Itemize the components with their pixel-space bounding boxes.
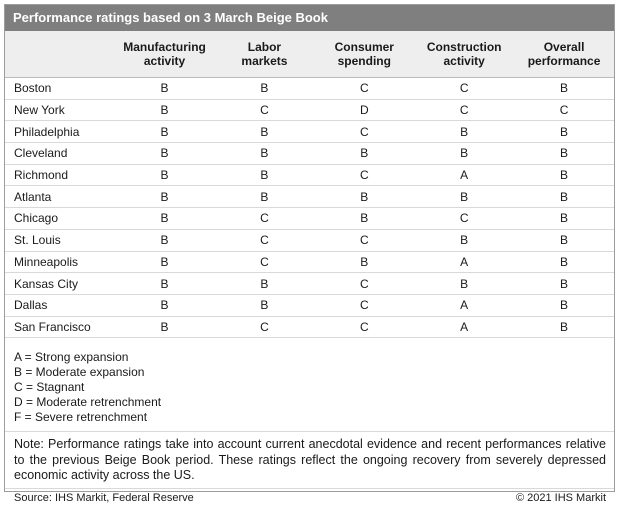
rating-cell: C	[314, 273, 414, 295]
rating-cell: A	[414, 294, 514, 316]
column-header-labor-markets	[214, 31, 314, 78]
rating-cell: B	[414, 273, 514, 295]
legend-item-b: B = Moderate expansion	[14, 365, 145, 380]
rating-cell: B	[414, 143, 514, 165]
district-label: Richmond	[5, 164, 115, 186]
rating-cell: B	[314, 186, 414, 208]
district-label: Minneapolis	[5, 251, 115, 273]
rating-cell: C	[314, 78, 414, 100]
table-row	[5, 186, 614, 208]
rating-cell: B	[314, 251, 414, 273]
rating-cell: C	[214, 99, 314, 121]
rating-cell: B	[115, 208, 215, 230]
district-label: St. Louis	[5, 229, 115, 251]
rating-cell: B	[115, 316, 215, 338]
column-header-line: Labor	[247, 40, 282, 54]
rating-cell: B	[214, 273, 314, 295]
column-header-overall-performance	[514, 31, 614, 78]
table-row	[5, 294, 614, 316]
table-header-row	[5, 31, 614, 78]
note-text: Note: Performance ratings take into account current anecdotal evidence and recent performances relative to the previous Beige Book period. These ratings reflect the ongoing recovery from severely depressed economic activity across the US.	[14, 437, 606, 483]
rating-cell: B	[514, 186, 614, 208]
copyright-text: © 2021 IHS Markit	[515, 491, 606, 504]
legend-item-d: D = Moderate retrenchment	[14, 395, 162, 410]
source-bar	[5, 489, 614, 508]
rating-cell: D	[314, 99, 414, 121]
column-header-construction-activity	[414, 31, 514, 78]
rating-cell: C	[214, 251, 314, 273]
rating-cell: B	[115, 251, 215, 273]
rating-cell: C	[314, 294, 414, 316]
column-header-line: spending	[337, 54, 391, 68]
rating-cell: B	[115, 164, 215, 186]
legend-item-c: C = Stagnant	[14, 380, 85, 395]
rating-cell: B	[214, 164, 314, 186]
rating-cell: C	[414, 208, 514, 230]
legend-item-f: F = Severe retrenchment	[14, 410, 148, 425]
table-row	[5, 78, 614, 100]
rating-cell: B	[414, 186, 514, 208]
table-row	[5, 273, 614, 295]
rating-cell: C	[314, 164, 414, 186]
rating-cell: B	[514, 294, 614, 316]
rating-cell: B	[514, 316, 614, 338]
rating-cell: B	[214, 121, 314, 143]
table-row	[5, 251, 614, 273]
table-row	[5, 316, 614, 338]
district-column-header	[5, 31, 115, 78]
rating-cell: C	[314, 316, 414, 338]
ratings-table	[5, 31, 614, 338]
district-label: Chicago	[5, 208, 115, 230]
rating-cell: C	[214, 208, 314, 230]
rating-cell: A	[414, 164, 514, 186]
rating-cell: B	[214, 294, 314, 316]
column-header-line: activity	[443, 54, 485, 68]
column-header-consumer-spending	[314, 31, 414, 78]
rating-cell: B	[214, 186, 314, 208]
table-row	[5, 121, 614, 143]
district-label: Boston	[5, 78, 115, 100]
rating-cell: B	[115, 143, 215, 165]
column-header-line: performance	[527, 54, 601, 68]
rating-cell: C	[214, 316, 314, 338]
rating-cell: C	[514, 99, 614, 121]
rating-cell: A	[414, 251, 514, 273]
rating-cell: B	[514, 143, 614, 165]
district-label: New York	[5, 99, 115, 121]
rating-cell: C	[414, 99, 514, 121]
rating-cell: C	[314, 229, 414, 251]
rating-cell: B	[314, 143, 414, 165]
rating-cell: B	[414, 121, 514, 143]
rating-cell: B	[115, 229, 215, 251]
rating-cell: B	[115, 99, 215, 121]
rating-cell: B	[514, 121, 614, 143]
column-header-line: activity	[143, 54, 186, 68]
rating-cell: B	[214, 78, 314, 100]
rating-legend	[5, 338, 614, 431]
rating-cell: B	[115, 294, 215, 316]
rating-cell: B	[214, 143, 314, 165]
rating-cell: B	[414, 229, 514, 251]
report-card	[4, 4, 615, 504]
table-row	[5, 143, 614, 165]
rating-cell: B	[514, 229, 614, 251]
table-row	[5, 208, 614, 230]
district-label: Dallas	[5, 294, 115, 316]
rating-cell: B	[314, 208, 414, 230]
source-text: Source: IHS Markit, Federal Reserve	[14, 491, 194, 504]
rating-cell: C	[414, 78, 514, 100]
rating-cell: A	[414, 316, 514, 338]
district-label: Kansas City	[5, 273, 115, 295]
report-title: Performance ratings based on 3 March Beige Book	[5, 5, 614, 31]
column-header-manufacturing-activity	[115, 31, 215, 78]
rating-cell: B	[514, 78, 614, 100]
legend-item-a: A = Strong expansion	[14, 350, 129, 365]
rating-cell: C	[214, 229, 314, 251]
rating-cell: B	[514, 208, 614, 230]
table-row	[5, 99, 614, 121]
district-label: Atlanta	[5, 186, 115, 208]
rating-cell: B	[514, 251, 614, 273]
district-label: Cleveland	[5, 143, 115, 165]
column-header-line: Overall	[543, 40, 585, 54]
table-row	[5, 164, 614, 186]
column-header-line: Manufacturing	[123, 40, 206, 54]
rating-cell: B	[115, 78, 215, 100]
column-header-line: Consumer	[334, 40, 394, 54]
district-label: San Francisco	[5, 316, 115, 338]
rating-cell: B	[115, 186, 215, 208]
rating-cell: B	[115, 273, 215, 295]
rating-cell: B	[514, 273, 614, 295]
column-header-line: markets	[241, 54, 288, 68]
rating-cell: B	[115, 121, 215, 143]
column-header-line: Construction	[426, 40, 502, 54]
table-body	[5, 78, 614, 338]
rating-cell: C	[314, 121, 414, 143]
table-row	[5, 229, 614, 251]
district-label: Philadelphia	[5, 121, 115, 143]
rating-cell: B	[514, 164, 614, 186]
